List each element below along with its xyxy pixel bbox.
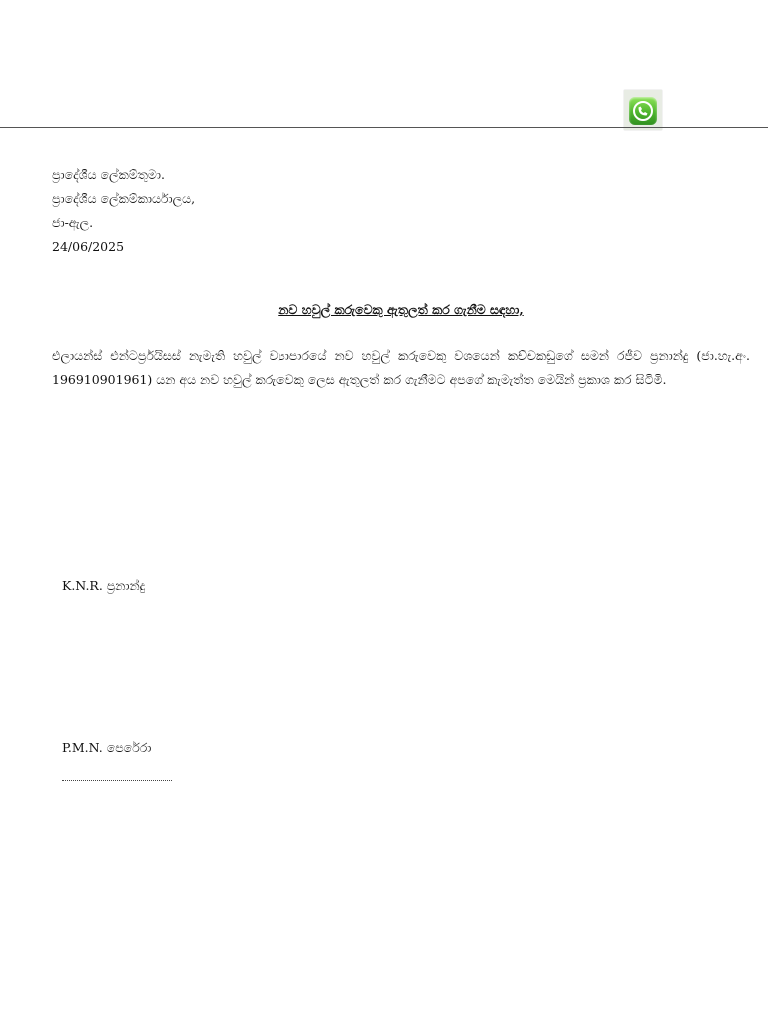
company-logo <box>624 90 662 130</box>
phone-handset-logo-icon <box>629 97 657 125</box>
letter-date: 24/06/2025 <box>52 239 125 254</box>
header-divider <box>0 127 768 128</box>
signatory-2-name: P.M.N. පෙරේරා <box>62 740 152 755</box>
signatory-1-name: K.N.R. ප්‍රනාන්දු <box>62 578 146 593</box>
letter-subject: නව හවුල් කරුවෙකු ඇතුලත් කර ගැනීම සඳහා, <box>278 302 524 317</box>
letter-body: එලායන්ස් එන්ටර්ප්‍රයිසස් නැමැති හවුල් ව්‍යාපාරයේ නව හවුල් කරුවෙකු වශයෙන් කච්චකඩුගේ සමන් රජීව ප්‍රනාන්දු (ජා.හැ.අං. 196910901961) යන අය නව හවුල් කරුවෙකු ලෙස ඇතුලත් කර ගැනීමට අපගේ කැමැත්ත මෙයින් ප්‍රකාශ කර සිටිමි. <box>52 348 750 387</box>
recipient-address <box>52 163 195 259</box>
signature-dotted-line <box>62 780 172 781</box>
address-line-3: ජා-ඇල. <box>52 215 94 230</box>
address-line-2: ප්‍රාදේශීය ලේකම්කාර්යාලය, <box>52 191 196 206</box>
address-line-1: ප්‍රාදේශීය ලේකම්තුමා. <box>52 167 165 182</box>
